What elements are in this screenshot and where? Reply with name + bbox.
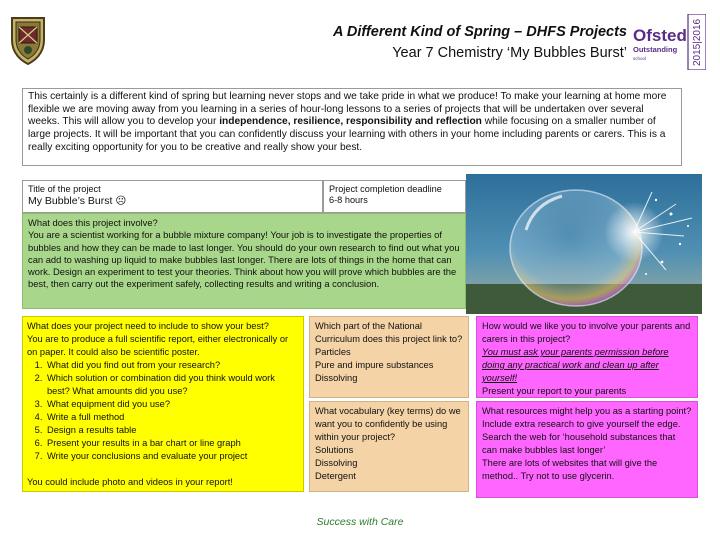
curriculum-box (309, 316, 469, 398)
list-item: Dissolving (315, 458, 358, 468)
include-steps-list (27, 359, 299, 463)
list-item: Pure and impure substances (315, 360, 434, 370)
ofsted-years: 2015|2016 (692, 18, 703, 66)
resources-line-2: There are lots of websites that will give the method.. Try not to use glycerin. (482, 458, 658, 481)
project-include-box (22, 316, 304, 492)
deadline-label: Project completion deadline (329, 184, 442, 194)
list-item: 1. What did you find out from your research? (45, 359, 299, 372)
parents-tail: Present your report to your parents (482, 386, 627, 396)
list-item: 3. What equipment did you use? (45, 398, 299, 411)
project-title-label: Title of the project (28, 184, 101, 194)
list-item: 4. Write a full method (45, 411, 299, 424)
school-crest-logo (8, 14, 48, 66)
curriculum-heading: Which part of the National Curriculum does this project link to? (315, 321, 463, 344)
header-band (0, 0, 720, 80)
list-item: Solutions (315, 445, 354, 455)
parents-permission-note: You must ask your parents permission before doing any practical work and clean up after yourself! (482, 347, 669, 383)
list-item: Dissolving (315, 373, 358, 383)
school-motto: Success with Care (316, 516, 404, 528)
resources-box (476, 401, 698, 498)
page-subtitle: Year 7 Chemistry ‘My Bubbles Burst’ (392, 45, 627, 61)
list-item: 5. Design a results table (45, 424, 299, 437)
crest-icon (8, 14, 48, 66)
intro-box (22, 88, 682, 166)
list-item: 7. Write your conclusions and evaluate your project (45, 450, 299, 463)
vocabulary-box (309, 401, 469, 492)
parents-box (476, 316, 698, 398)
ofsted-rating: Outstanding (633, 45, 678, 54)
resources-heading: What resources might help you as a starting point? Include extra research to give yourself the edge. (482, 406, 692, 429)
include-extra: You could include photo and videos in your report! (27, 477, 233, 487)
deadline-value: 6-8 hours (329, 195, 368, 205)
ofsted-badge (630, 14, 706, 70)
intro-text-2: while focusing on a smaller number of large projects. It will be important that you can confidently discuss your learning with others in your home including parents or carers. This is a really exciting opportunity for you to be creative and really show your best. (28, 116, 666, 153)
project-title-value: My Bubble’s Burst ☹ (28, 195, 127, 207)
ofsted-kind: school (633, 56, 647, 61)
intro-text-1: This certainly is a different kind of spring but learning never stops and we take pride in what we produce! To make your learning at home more flexible we are moving away from you learning in a series of hour-long lessons to a series of projects that will be undertaken over several weeks. This will allow you to develop your (28, 91, 667, 128)
list-item: Detergent (315, 471, 356, 481)
include-intro: You are to produce a full scientific report, either electronically or on paper. It could also be scientific poster. (27, 334, 289, 357)
intro-bold-values: independence, resilience, responsibility and reflection (219, 116, 482, 128)
bubble-photo (466, 174, 702, 314)
vocab-heading: What vocabulary (key terms) do we want you to confidently be using within your project? (315, 406, 461, 442)
page-title: A Different Kind of Spring – DHFS Projects (332, 24, 627, 40)
involve-heading: What does this project involve? (28, 217, 158, 228)
list-item: 6. Present your results in a bar chart or line graph (45, 437, 299, 450)
include-heading: What does your project need to include to show your best? (27, 321, 269, 331)
resources-line-1: Search the web for ‘household substances that can make bubbles last longer’ (482, 432, 676, 455)
list-item: 2. Which solution or combination did you think would work best? What amounts did you use? (45, 372, 299, 398)
ofsted-brand: Ofsted (633, 26, 687, 45)
involve-body: You are a scientist working for a bubble mixture company! Your job is to investigate the properties of bubbles and how they can be made to last longer. You should do your own research to find out what you can add to washing up liquid to make bubbles last longer. There are lots of things in the home that can work. Design an experiment to test your theories. Think about how you will prove which bubbles are the best, then carry out the experiment safely, collecting results and writing a conclusion. (28, 229, 460, 290)
project-involve-box (22, 213, 466, 309)
parents-heading: How would we like you to involve your parents and carers in this project? (482, 321, 691, 344)
list-item: Particles (315, 347, 351, 357)
project-title-box (22, 180, 323, 213)
deadline-box (323, 180, 466, 213)
